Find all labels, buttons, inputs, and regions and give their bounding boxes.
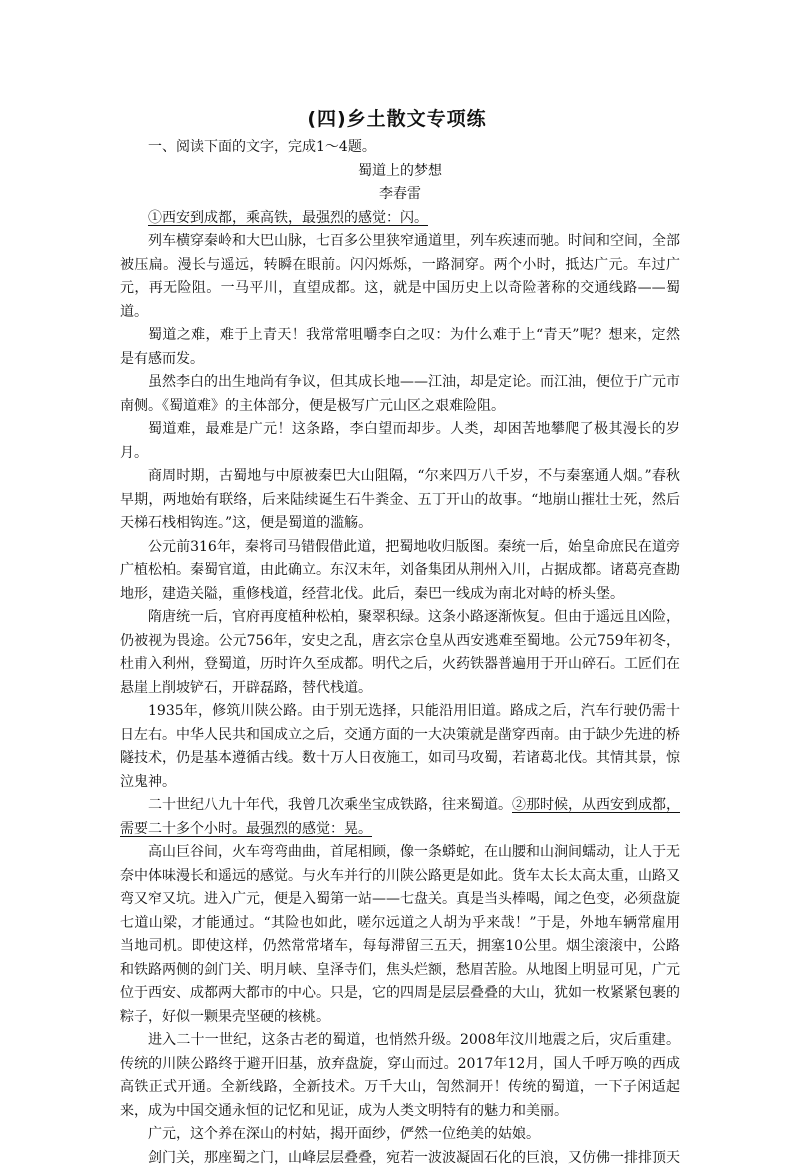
- paragraph: 列车横穿秦岭和大巴山脉，七百多公里狭窄通道里，列车疾速而驰。时间和空间，全部被压扁。漫长与遥远，转瞬在眼前。闪闪烁烁，一路洞穿。两个小时，抵达广元。车过广元，再无险阻。一马平川，直望成都。这，就是中国历史上以奇险著称的交通线路——蜀道。: [120, 230, 680, 324]
- paragraph: 进入二十一世纪，这条古老的蜀道，也悄然升级。2008年汶川地震之后，灾后重建。传统的川陕公路终于避开旧基，放弃盘旋，穿山而过。2017年12月，国人千呼万唤的西成高铁正式开通。全新线路，全新技术。万千大山，訇然洞开！传统的蜀道，一下子闲适起来，成为中国交通永恒的记忆和见证，成为人类文明特有的魅力和美丽。: [120, 1029, 680, 1123]
- paragraph: [120, 207, 680, 231]
- paragraph: 商周时期，古蜀地与中原被秦巴大山阻隔，“尔来四万八千岁，不与秦塞通人烟。”春秋早期，两地始有联络，后来陆续诞生石牛粪金、五丁开山的故事。“地崩山摧壮士死，然后天梯石栈相钩连。”这，便是蜀道的滥觞。: [120, 465, 680, 536]
- paragraph: 蜀道难，最难是广元！这条路，李白望而却步。人类，却困苦地攀爬了极其漫长的岁月。: [120, 418, 680, 465]
- underlined-sentence: ②那时候，从西安到成都，需要二十多个小时。最强烈的感觉：晃。: [120, 797, 680, 837]
- paragraph: 广元，这个养在深山的村姑，揭开面纱，俨然一位绝美的姑娘。: [120, 1123, 680, 1147]
- paragraph: 公元前316年，秦将司马错假借此道，把蜀地收归版图。秦统一后，始皇命庶民在道旁广植松柏。秦蜀官道，由此确立。东汉末年，刘备集团从荆州入川，占据成都。诸葛亮查勘地形，建造关隘，重修栈道，经营北伐。此后，秦巴一线成为南北对峙的桥头堡。: [120, 536, 680, 607]
- article-title: 蜀道上的梦想: [120, 160, 680, 184]
- paragraph: [120, 794, 680, 841]
- paragraph: 虽然李白的出生地尚有争议，但其成长地——江油，却是定论。而江油，便位于广元市南侧。《蜀道难》的主体部分，便是极写广元山区之艰难险阻。: [120, 371, 680, 418]
- paragraph: 隋唐统一后，官府再度植种松柏，聚翠积绿。这条小路逐渐恢复。但由于遥远且凶险，仍被视为畏途。公元756年，安史之乱，唐玄宗仓皇从西安逃难至蜀地。公元759年初冬，杜甫入利州，登蜀道，历时许久至成都。明代之后，火药铁器普遍用于开山碎石。工匠们在悬崖上削坡铲石，开辟磊路，替代栈道。: [120, 606, 680, 700]
- underlined-sentence: ①西安到成都，乘高铁，最强烈的感觉：闪。: [148, 210, 428, 226]
- author: 李春雷: [120, 183, 680, 207]
- paragraph: 蜀道之难，难于上青天！我常常咀嚼李白之叹：为什么难于上“青天”呢？想来，定然是有感而发。: [120, 324, 680, 371]
- document-body: [120, 136, 680, 1170]
- paragraph: 剑门关，那座蜀之门，山峰层层叠叠，宛若一波波凝固石化的巨浪，又仿佛一排排顶天: [120, 1147, 680, 1170]
- document-title: (四)乡土散文专项练: [0, 104, 794, 131]
- instruction: 一、阅读下面的文字，完成1～4题。: [120, 136, 680, 160]
- paragraph-text: 二十世纪八九十年代，我曾几次乘坐宝成铁路，往来蜀道。: [148, 797, 512, 813]
- paragraph: 1935年，修筑川陕公路。由于别无选择，只能沿用旧道。路成之后，汽车行驶仍需十日左右。中华人民共和国成立之后，交通方面的一大决策就是凿穿西南。由于缺少先进的桥隧技术，仍是基本遵循古线。数十万人日夜施工，如司马攻蜀，若诸葛北伐。其情其景，惊泣鬼神。: [120, 700, 680, 794]
- paragraph: 高山巨谷间，火车弯弯曲曲，首尾相顾，像一条蟒蛇，在山腰和山涧间蠕动，让人于无奈中体味漫长和遥远的感觉。与火车并行的川陕公路更是如此。货车太长太高太重，山路又弯又窄又坑。进入广元，便是入蜀第一站——七盘关。真是当头棒喝，闻之色变，必须盘旋七道山梁，才能通过。“其险也如此，嗟尔远道之人胡为乎来哉！”于是，外地车辆常雇用当地司机。即使这样，仍然常常堵车，每每滞留三五天，拥塞10公里。烟尘滚滚中，公路和铁路两侧的剑门关、明月峡、皇泽寺们，焦头烂额，愁眉苦脸。从地图上明显可见，广元位于西安、成都两大都市的中心。只是，它的四周是层层叠叠的大山，犹如一枚紧紧包裹的粽子，好似一颗果壳坚硬的核桃。: [120, 841, 680, 1029]
